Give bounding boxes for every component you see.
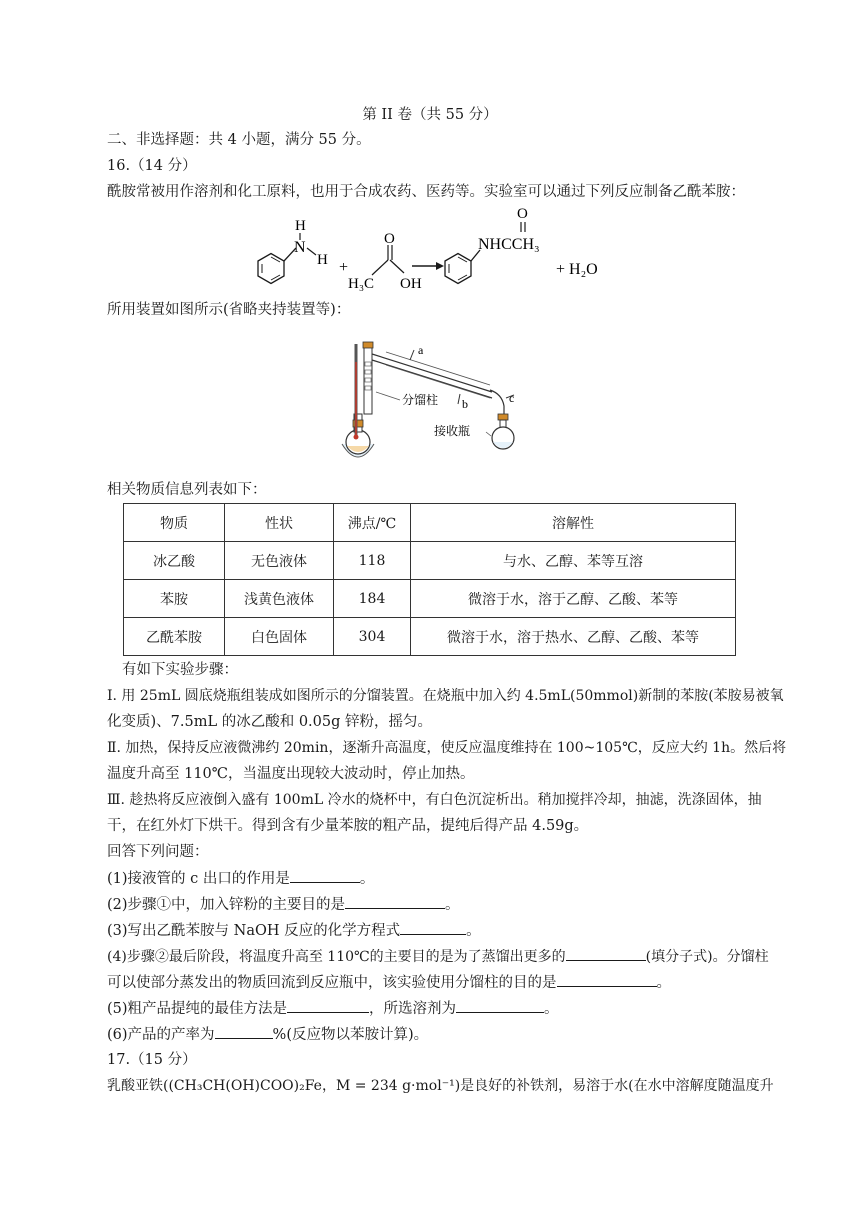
table-cell: 乙酰苯胺 bbox=[124, 618, 225, 656]
label-a: a bbox=[418, 343, 424, 357]
punct: 。 bbox=[656, 975, 671, 991]
answer-blank-5b[interactable] bbox=[456, 998, 544, 1013]
answer-blank-4b[interactable] bbox=[557, 972, 657, 987]
sub-question-6-text: (6)产品的产率为 bbox=[107, 1027, 215, 1043]
table-cell: 苯胺 bbox=[124, 580, 225, 618]
sub-question-5 bbox=[107, 998, 559, 1019]
answer-blank-6[interactable] bbox=[215, 1024, 273, 1039]
steps-intro: 有如下实验步骤： bbox=[122, 662, 238, 678]
question-16-number: 16.（14 分） bbox=[107, 158, 197, 174]
question-17-number: 17.（15 分） bbox=[107, 1052, 197, 1068]
answer-blank-1[interactable] bbox=[290, 868, 360, 883]
label-c: c bbox=[509, 391, 515, 405]
table-cell: 微溶于水，溶于热水、乙醇、乙酸、苯等 bbox=[411, 618, 736, 656]
sub-question-1-text: (1)接液管的 c 出口的作用是 bbox=[107, 871, 290, 887]
sub-question-4-mid: (填分子式)。分馏柱 bbox=[645, 949, 769, 965]
water-product: + H₂O bbox=[556, 261, 598, 278]
sub-question-6-post: %(反应物以苯胺计算)。 bbox=[272, 1027, 429, 1043]
acid-oh: OH bbox=[400, 276, 422, 292]
punct: 。 bbox=[359, 871, 375, 887]
sub-question-4-text: (4)步骤②最后阶段，将温度升高至 110℃的主要目的是为了蒸馏出更多的 bbox=[107, 949, 566, 965]
step-1-line-1: Ⅰ. 用 25mL 圆底烧瓶组装成如图所示的分馏装置。在烧瓶中加入约 4.5mL(50mmol)新制的苯胺(苯胺易被氧 bbox=[107, 688, 784, 704]
table-row bbox=[124, 618, 736, 656]
sub-question-2 bbox=[107, 894, 460, 915]
table-row bbox=[124, 542, 736, 580]
table-cell: 白色固体 bbox=[225, 618, 334, 656]
step-1-line-2: 化变质)、7.5mL 的冰乙酸和 0.05g 锌粉，摇匀。 bbox=[107, 714, 432, 730]
section-title: 第 II 卷（共 55 分） bbox=[362, 107, 498, 123]
table-cell: 184 bbox=[334, 580, 411, 618]
table-cell: 无色液体 bbox=[225, 542, 334, 580]
amine-n: N bbox=[294, 239, 306, 256]
punct: 。 bbox=[466, 923, 481, 939]
reaction-equation bbox=[240, 198, 640, 298]
section-intro: 二、非选择题：共 4 小题，满分 55 分。 bbox=[107, 132, 371, 148]
table-cell: 浅黄色液体 bbox=[225, 580, 334, 618]
table-cell: 304 bbox=[334, 618, 411, 656]
header-boiling-point: 沸点/℃ bbox=[334, 504, 411, 542]
question-17-intro: 乳酸亚铁((CH₃CH(OH)COO)₂Fe，M = 234 g·mol⁻¹)是良好的补铁剂，易溶于水(在水中溶解度随温度升 bbox=[107, 1078, 774, 1094]
sub-question-6 bbox=[107, 1024, 428, 1045]
sub-question-4-line-2 bbox=[107, 972, 671, 993]
table-cell: 冰乙酸 bbox=[124, 542, 225, 580]
acid-o-top: O bbox=[384, 231, 395, 247]
sub-question-4-line-1 bbox=[107, 946, 769, 967]
label-column: 分馏柱 bbox=[402, 393, 439, 407]
header-substance: 物质 bbox=[124, 504, 225, 542]
sub-question-5-mid: ，所选溶剂为 bbox=[369, 1001, 457, 1017]
amine-h-side: H bbox=[317, 252, 328, 268]
punct: 。 bbox=[544, 1001, 559, 1017]
step-3-line-1: Ⅲ. 趁热将反应液倒入盛有 100mL 冷水的烧杯中，有白色沉淀析出。稍加搅拌冷却，抽滤，洗涤固体，抽 bbox=[107, 792, 762, 808]
questions-intro: 回答下列问题： bbox=[107, 844, 209, 860]
product-formula: NHCCH₃ bbox=[478, 236, 540, 253]
substance-info-table bbox=[123, 503, 736, 656]
step-3-line-2: 干，在红外灯下烘干。得到含有少量苯胺的粗产品，提纯后得产品 4.59g。 bbox=[107, 818, 589, 834]
product-o-top: O bbox=[517, 206, 528, 222]
sub-question-2-text: (2)步骤①中，加入锌粉的主要目的是 bbox=[107, 897, 346, 913]
answer-blank-5a[interactable] bbox=[287, 998, 369, 1013]
sub-question-3-text: (3)写出乙酰苯胺与 NaOH 反应的化学方程式 bbox=[107, 923, 401, 939]
plus-sign-1: + bbox=[339, 259, 349, 276]
table-intro: 相关物质信息列表如下： bbox=[107, 482, 267, 498]
step-2-line-2: 温度升高至 110℃，当温度出现较大波动时，停止加热。 bbox=[107, 766, 475, 782]
table-row bbox=[124, 580, 736, 618]
table-cell: 微溶于水，溶于乙醇、乙酸、苯等 bbox=[411, 580, 736, 618]
answer-blank-2[interactable] bbox=[345, 894, 445, 909]
acid-h3c: H₃C bbox=[348, 276, 375, 292]
amine-h-top: H bbox=[295, 218, 306, 234]
table-header-row bbox=[124, 504, 736, 542]
sub-question-1 bbox=[107, 868, 374, 889]
sub-question-5-text: (5)粗产品提纯的最佳方法是 bbox=[107, 1001, 288, 1017]
distillation-apparatus-diagram bbox=[338, 332, 538, 472]
table-cell: 118 bbox=[334, 542, 411, 580]
header-appearance: 性状 bbox=[225, 504, 334, 542]
header-solubility: 溶解性 bbox=[411, 504, 736, 542]
label-receiver: 接收瓶 bbox=[434, 424, 471, 438]
label-b: b bbox=[462, 397, 468, 411]
answer-blank-4a[interactable] bbox=[566, 946, 646, 961]
punct: 。 bbox=[445, 897, 460, 913]
sub-question-4-text-2: 可以使部分蒸发出的物质回流到反应瓶中，该实验使用分馏柱的目的是 bbox=[107, 975, 557, 991]
apparatus-caption: 所用装置如图所示(省略夹持装置等)： bbox=[107, 302, 351, 318]
question-16-intro: 酰胺常被用作溶剂和化工原料，也用于合成农药、医药等。实验室可以通过下列反应制备乙酰苯胺： bbox=[107, 184, 745, 200]
step-2-line-1: Ⅱ. 加热，保持反应液微沸约 20min，逐渐升高温度，使反应温度维持在 100~105℃，反应大约 1h。然后将 bbox=[107, 740, 787, 756]
answer-blank-3[interactable] bbox=[400, 920, 466, 935]
table-cell: 与水、乙醇、苯等互溶 bbox=[411, 542, 736, 580]
sub-question-3 bbox=[107, 920, 481, 941]
